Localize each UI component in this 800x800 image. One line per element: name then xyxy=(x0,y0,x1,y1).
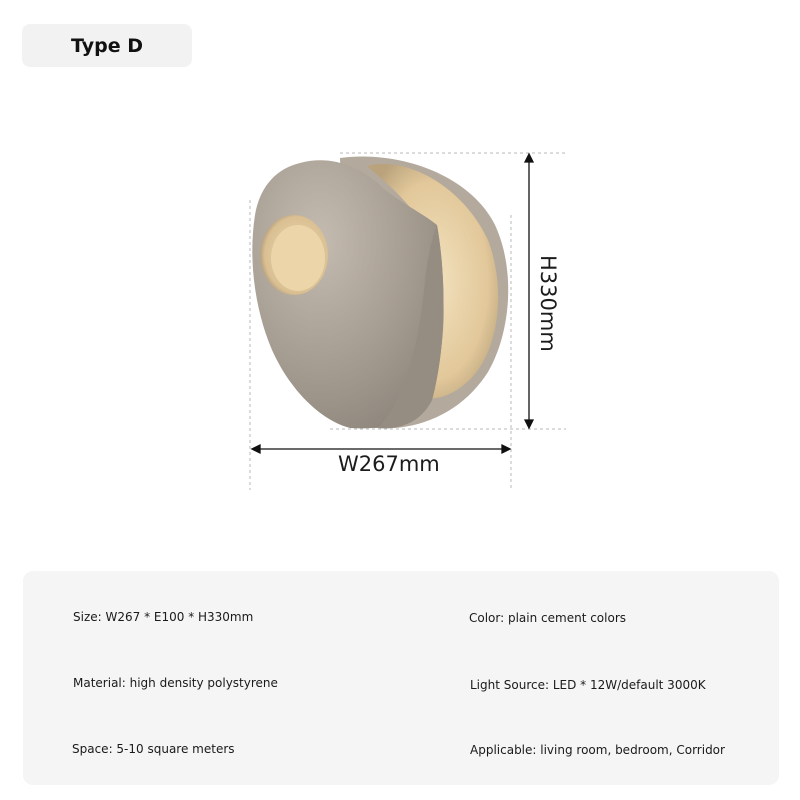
specs-panel xyxy=(23,571,779,785)
spec-size: Size: W267 * E100 * H330mm xyxy=(73,610,254,624)
spec-applicable: Applicable: living room, bedroom, Corridor xyxy=(470,743,725,757)
spec-material: Material: high density polystyrene xyxy=(73,676,278,690)
spec-color: Color: plain cement colors xyxy=(469,611,627,625)
spec-space: Space: 5-10 square meters xyxy=(72,742,235,756)
spec-light-source: Light Source: LED * 12W/default 3000K xyxy=(470,678,706,692)
height-dimension-label: H330mm xyxy=(536,255,560,352)
type-badge xyxy=(22,24,192,67)
width-dimension-label: W267mm xyxy=(338,452,440,476)
type-label: Type D xyxy=(71,34,143,57)
wall-lamp-image xyxy=(252,157,508,429)
